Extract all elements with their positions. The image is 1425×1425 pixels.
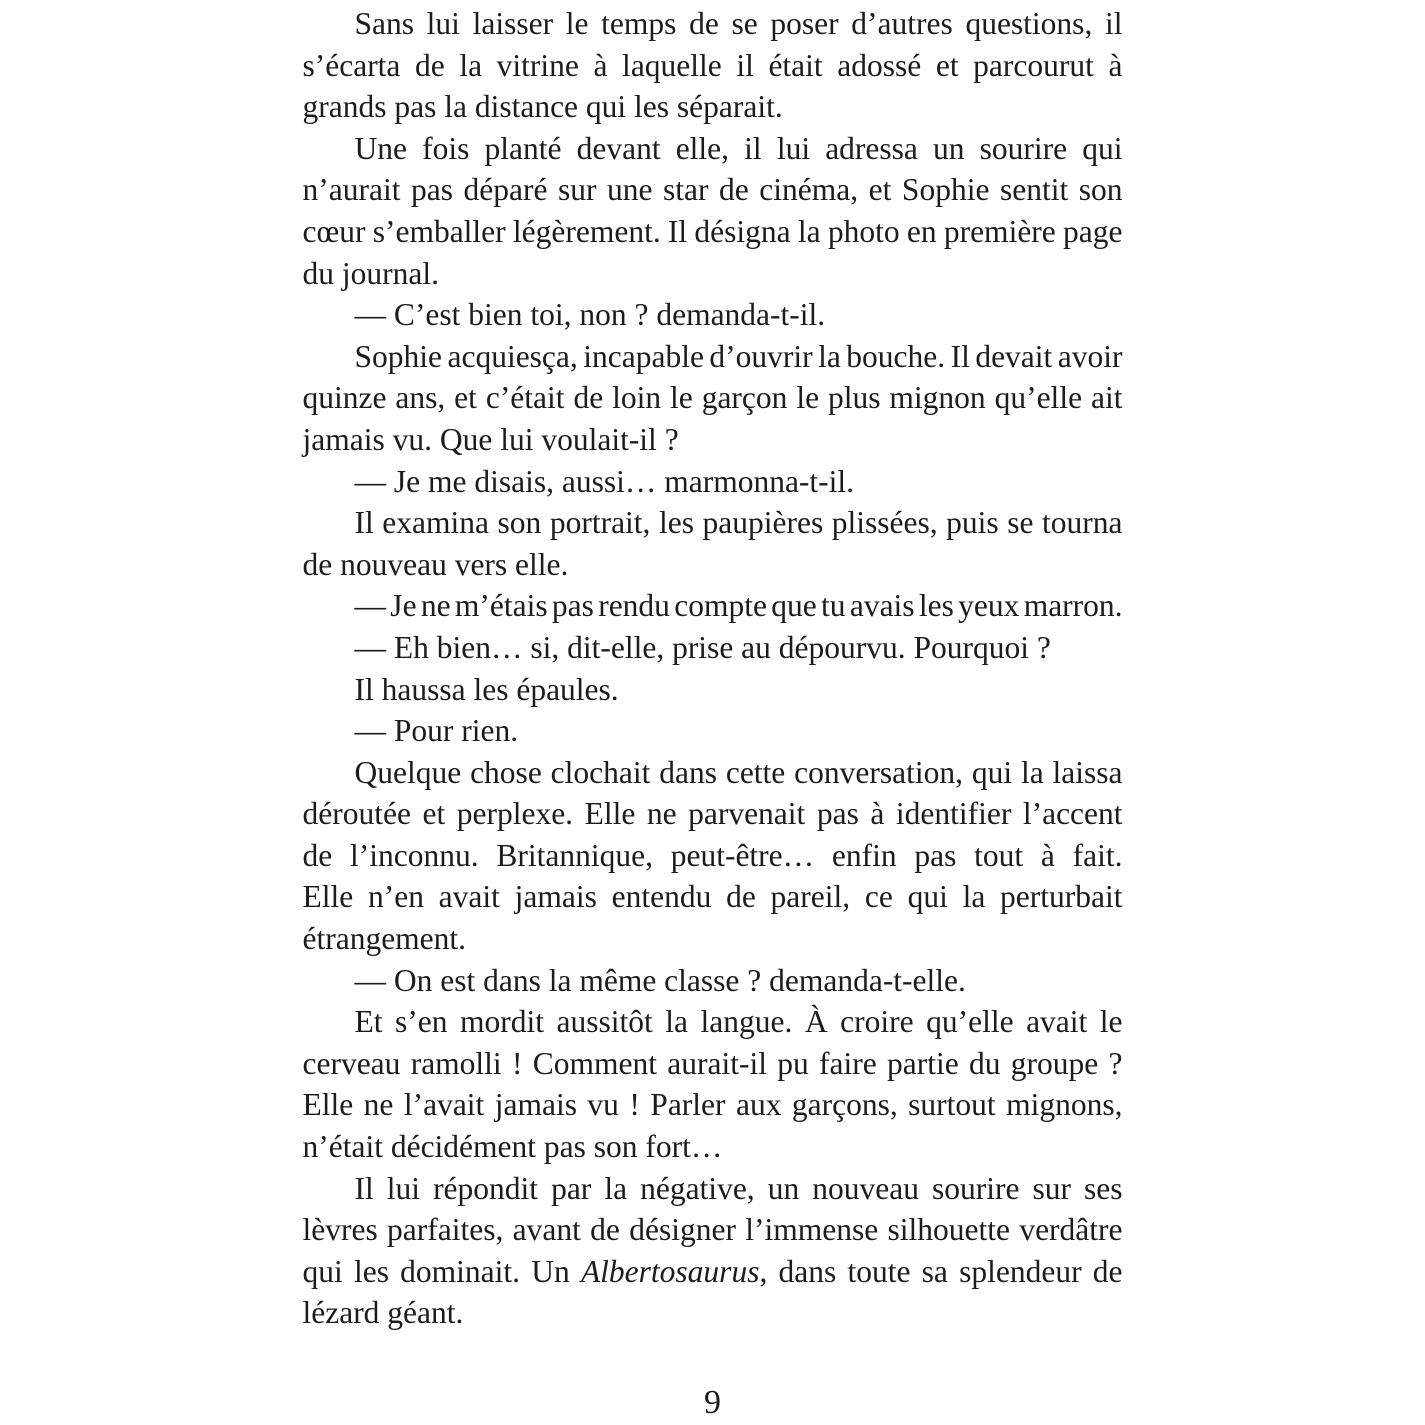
text-line: Elle ne l’avait jamais vu ! Parler aux garçons, surtout mignons, [302, 1087, 1123, 1123]
text-line: quinze ans, et c’était de loin le garçon le plus mignon qu’elle ait [302, 380, 1123, 416]
text-line: Elle n’en avait jamais entendu de pareil, ce qui la perturbait [302, 879, 1123, 915]
text-line: de nouveau vers elle. [302, 546, 569, 582]
text-line: Il haussa les épaules. [354, 671, 619, 707]
text-line: — Je me disais, aussi… marmonna-t-il. [354, 463, 855, 499]
text-line: cerveau ramolli ! Comment aurait-il pu faire partie du groupe ? [302, 1045, 1123, 1081]
book-page [303, 0, 1123, 1423]
text-line: du journal. [302, 255, 439, 291]
text-line: lèvres parfaites, avant de désigner l’immense silhouette verdâtre [302, 1212, 1123, 1248]
text-line: lézard géant. [302, 1295, 464, 1331]
text-line: — Pour rien. [354, 713, 519, 749]
page-number: 9 [704, 1384, 721, 1421]
text-line: grands pas la distance qui les séparait. [302, 89, 783, 125]
text-line: — Je ne m’étais pas rendu compte que tu avais les yeux marron. [354, 588, 1123, 624]
text-line: cœur s’emballer légèrement. Il désigna la photo en première page [302, 213, 1123, 249]
text-line: n’aurait pas déparé sur une star de cinéma, et Sophie sentit son [302, 172, 1123, 208]
page-text [303, 3, 1123, 1334]
text-line: — Eh bien… si, dit-elle, prise au dépourvu. Pourquoi ? [354, 629, 1051, 665]
text-line: Sans lui laisser le temps de se poser d’autres questions, il [354, 6, 1123, 41]
text-line: Il examina son portrait, les paupières plissées, puis se tourna [354, 505, 1123, 541]
text-line: de l’inconnu. Britannique, peut-être… enfin pas tout à fait. [302, 837, 1123, 873]
text-line: Il lui répondit par la négative, un nouveau sourire sur ses [354, 1170, 1123, 1206]
text-line: déroutée et perplexe. Elle ne parvenait pas à identifier l’accent [302, 796, 1123, 832]
text-line: n’était décidément pas son fort… [302, 1129, 723, 1165]
text-line: qui les dominait. Un Albertosaurus, dans toute sa splendeur de [302, 1253, 1123, 1289]
text-line: jamais vu. Que lui voulait-il ? [302, 421, 679, 457]
text-line: Quelque chose clochait dans cette conversation, qui la laissa [354, 754, 1123, 790]
text-line: Sophie acquiesça, incapable d’ouvrir la bouche. Il devait avoir [354, 338, 1123, 374]
text-line: Et s’en mordit aussitôt la langue. À croire qu’elle avait le [354, 1004, 1123, 1040]
text-line: étrangement. [302, 921, 467, 957]
text-line: Une fois planté devant elle, il lui adressa un sourire qui [354, 130, 1123, 166]
text-line: — On est dans la même classe ? demanda-t-elle. [354, 962, 966, 998]
text-line: s’écarta de la vitrine à laquelle il était adossé et parcourut à [302, 47, 1123, 83]
text-line: — C’est bien toi, non ? demanda-t-il. [354, 297, 826, 333]
